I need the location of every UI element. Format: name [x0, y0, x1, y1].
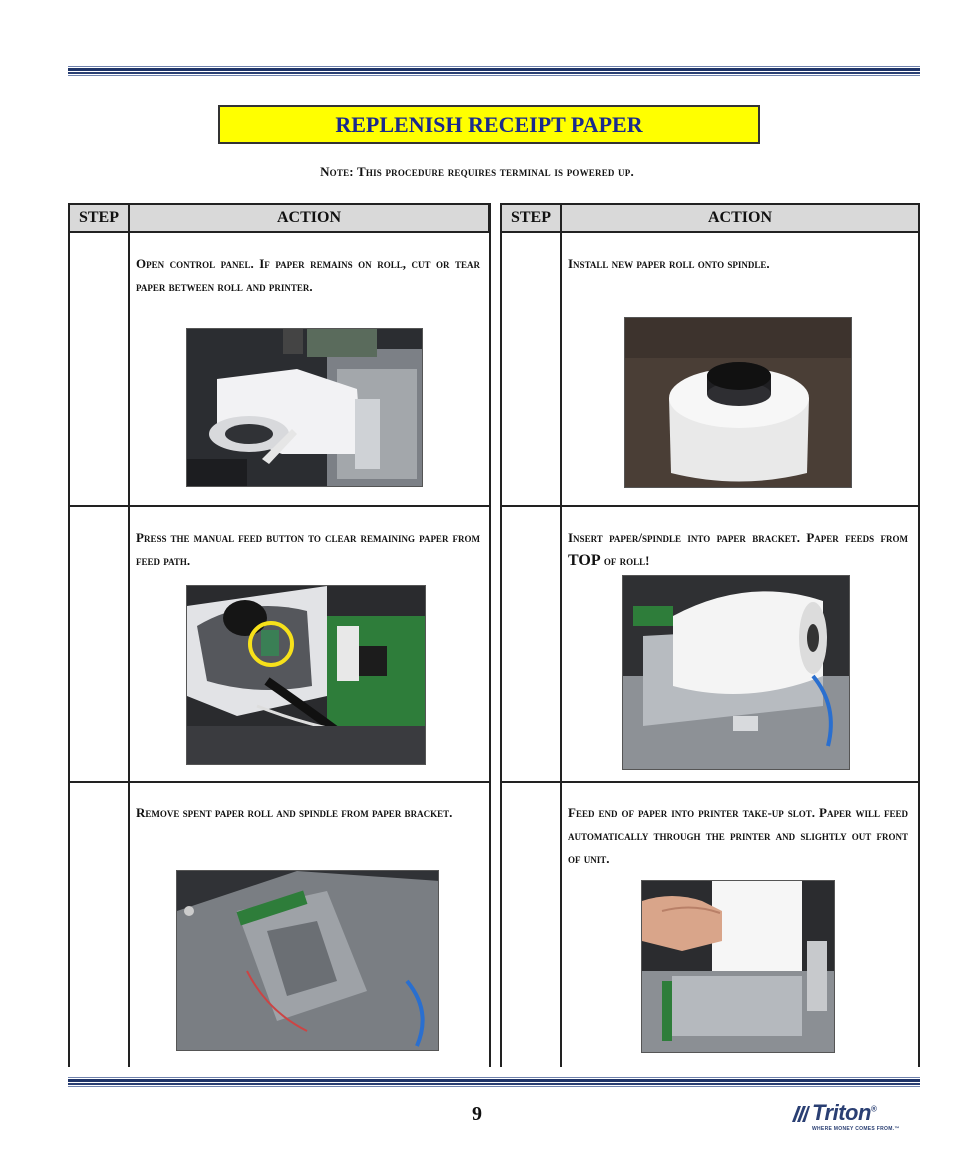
triton-logo — [790, 1100, 900, 1140]
logo-wordmark: Triton® — [812, 1100, 877, 1125]
emphasis-top: TOP — [568, 552, 601, 569]
header-step-left: STEP — [68, 203, 130, 233]
top-rule — [68, 66, 920, 77]
printer-open-panel-image — [187, 329, 423, 487]
step-1-text: Open control panel. If paper remains on roll, cut or tear paper between roll and printer. — [136, 256, 480, 294]
step-2-text: Install new paper roll onto spindle. — [568, 256, 770, 271]
header-action-right: ACTION — [560, 203, 920, 233]
row-divider — [500, 781, 920, 783]
step-1-photo — [186, 328, 423, 487]
step-6-text: Feed end of paper into printer take-up slot. Paper will feed automatically through the printer and slightly out front of unit. — [568, 805, 908, 866]
table-divider — [128, 203, 130, 1067]
table-border-left — [68, 203, 70, 1067]
step-2-photo — [624, 317, 852, 488]
procedure-table — [68, 203, 920, 1067]
table-border-right — [918, 203, 920, 1067]
triton-logo-icon — [790, 1102, 810, 1126]
step-4-photo — [622, 575, 850, 770]
logo-tagline: WHERE MONEY COMES FROM.™ — [812, 1126, 900, 1132]
header-action-left: ACTION — [128, 203, 490, 233]
manual-feed-button-image — [187, 586, 426, 765]
row-divider — [68, 505, 491, 507]
page-title-text: REPLENISH RECEIPT PAPER — [335, 111, 643, 137]
bottom-rule — [68, 1077, 920, 1088]
table-divider — [489, 203, 491, 1067]
step-6-photo — [641, 880, 835, 1053]
step-3-text: Press the manual feed button to clear remaining paper from feed path. — [136, 530, 480, 568]
spent-roll-removed-image — [177, 871, 439, 1051]
procedure-note: Note: This procedure requires terminal is powered up. — [320, 164, 634, 179]
row-divider — [68, 781, 491, 783]
row-divider — [500, 505, 920, 507]
paper-in-bracket-image — [623, 576, 850, 770]
paper-roll-on-spindle-image — [625, 318, 852, 488]
table-divider — [500, 203, 502, 1067]
page-number: 9 — [472, 1103, 482, 1125]
page-title — [218, 105, 760, 144]
step-5-text: Remove spent paper roll and spindle from paper bracket. — [136, 805, 453, 820]
step-4-text: Insert paper/spindle into paper bracket. Paper feeds from TOP of roll! — [568, 530, 908, 569]
paper-feed-slot-image — [642, 881, 835, 1053]
table-divider — [560, 203, 562, 1067]
step-5-photo — [176, 870, 439, 1051]
step-3-photo — [186, 585, 426, 765]
header-step-right: STEP — [500, 203, 562, 233]
